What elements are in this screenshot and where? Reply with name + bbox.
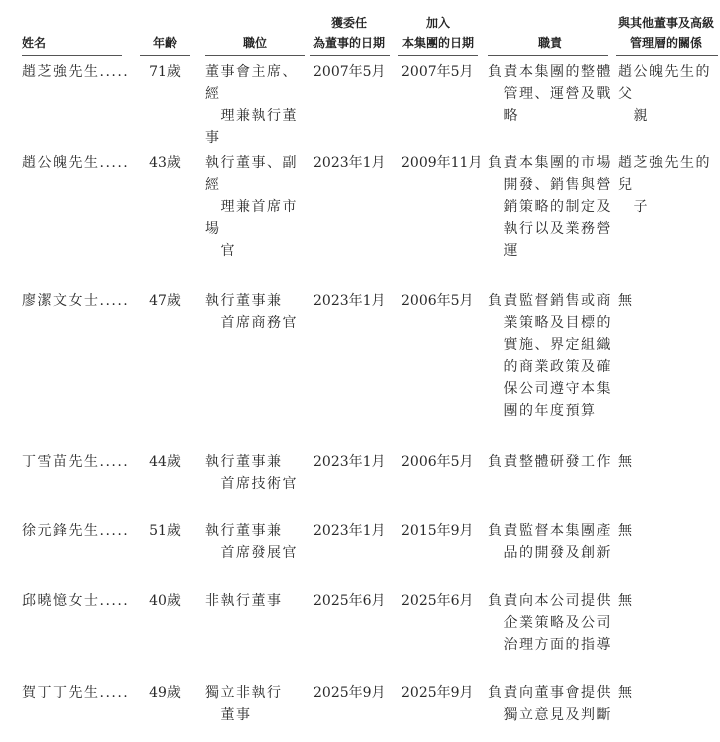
director-position: 執行董事兼 首席商務官 [205,293,298,331]
director-relationship: 趙公魄先生的父 親 [618,64,711,124]
director-relationship: 無 [618,293,634,309]
director-duties: 負責監督本集團產 品的開發及創新 [488,523,612,561]
director-duties: 負責監督銷售或商 業策略及目標的 實施、界定組織 的商業政策及確 保公司遵守本集 團的年度預算 [488,293,612,419]
director-name: 邱曉憶女士..... [22,593,130,609]
appointed-date: 2023年1月 [313,523,386,539]
header-underline-duties [488,55,608,56]
director-duties: 負責向本公司提供 企業策略及公司 治理方面的指導 [488,593,612,653]
appointed-date: 2023年1月 [313,454,386,470]
appointed-date: 2023年1月 [313,293,386,309]
header-appointed-date: 獲委任 為董事的日期 [312,16,385,50]
director-name: 賀丁丁先生..... [22,685,130,701]
director-age: 44歲 [149,454,181,470]
director-name: 廖潔文女士..... [22,293,130,309]
header-position: 職位 [242,36,267,50]
joined-date: 2025年9月 [401,685,474,701]
director-relationship: 趙芝強先生的兒 子 [618,155,711,215]
director-relationship: 無 [618,685,634,701]
director-age: 40歲 [149,593,181,609]
appointed-date: 2007年5月 [313,64,386,80]
appointed-date: 2025年6月 [313,593,386,609]
director-position: 執行董事兼 首席技術官 [205,454,298,492]
director-age: 49歲 [149,685,181,701]
director-duties: 負責本集團的市場 開發、銷售與營 銷策略的制定及 執行以及業務營 運 [488,155,612,259]
appointed-date: 2025年9月 [313,685,386,701]
header-underline-relationship [616,55,718,56]
header-underline-age [140,55,190,56]
director-age: 71歲 [149,64,181,80]
joined-date: 2015年9月 [401,523,474,539]
director-duties: 負責整體研發工作 [488,454,612,470]
director-age: 51歲 [149,523,181,539]
header-underline-position [205,55,305,56]
director-age: 47歲 [149,293,181,309]
director-age: 43歲 [149,155,181,171]
header-relationship: 與其他董事及高級 管理層的關係 [617,16,714,50]
director-relationship: 無 [618,454,634,470]
director-name: 徐元鋒先生..... [22,523,130,539]
joined-date: 2006年5月 [401,293,474,309]
header-underline-appointed [310,55,390,56]
header-name: 姓名 [22,36,47,50]
director-name: 趙公魄先生..... [22,155,130,171]
director-duties: 負責向董事會提供 獨立意見及判斷 [488,685,612,723]
header-underline-joined [398,55,478,56]
director-position: 董事會主席、經 理兼執行董事 [205,64,298,146]
header-underline-name [22,55,122,56]
appointed-date: 2023年1月 [313,155,386,171]
director-position: 執行董事兼 首席發展官 [205,523,298,561]
director-position: 執行董事、副經 理兼首席市場 官 [205,155,298,259]
joined-date: 2007年5月 [401,64,474,80]
director-position: 獨立非執行 董事 [205,685,283,723]
director-relationship: 無 [618,523,634,539]
joined-date: 2009年11月 [401,155,483,171]
header-age: 年齡 [152,36,177,50]
director-relationship: 無 [618,593,634,609]
director-duties: 負責本集團的整體 管理、運營及戰 略 [488,64,612,124]
director-name: 丁雪苗先生..... [22,454,130,470]
header-joined-date: 加入 本集團的日期 [401,16,474,50]
header-duties: 職責 [537,36,562,50]
director-name: 趙芝強先生..... [22,64,130,80]
director-position: 非執行董事 [205,593,283,609]
joined-date: 2025年6月 [401,593,474,609]
joined-date: 2006年5月 [401,454,474,470]
